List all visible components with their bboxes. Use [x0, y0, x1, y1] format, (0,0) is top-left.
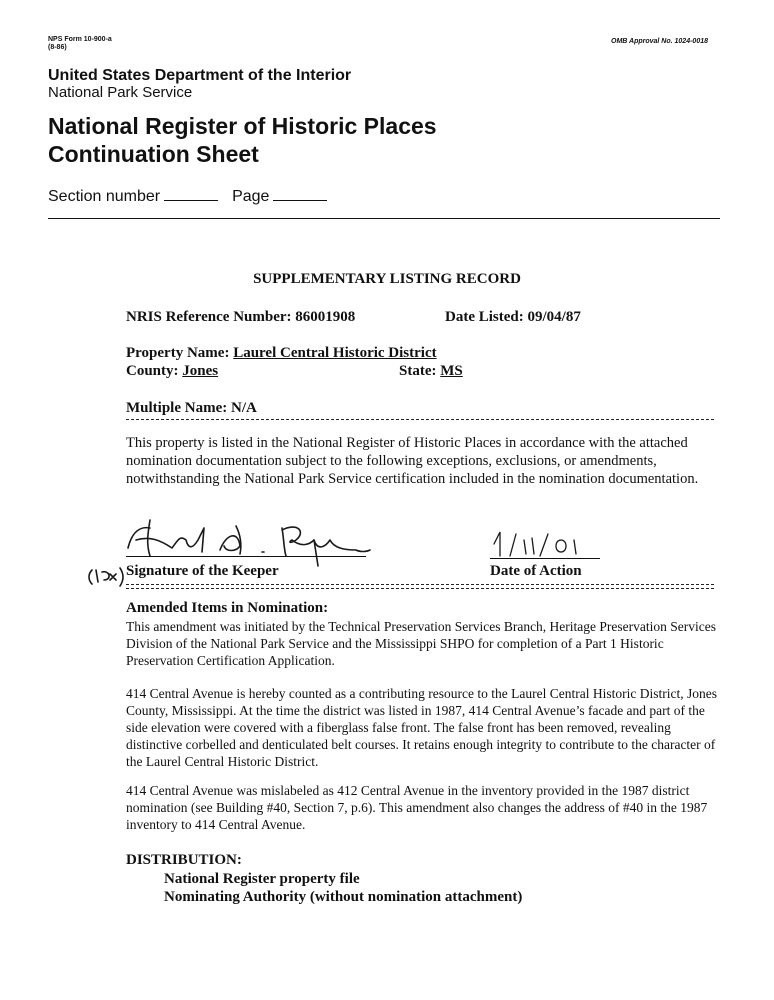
keeper-signature-label: Signature of the Keeper: [126, 563, 279, 579]
listing-statement: This property is listed in the National Register of Historic Places in accordance with the attached nomination documentation subject to the following exceptions, exclusions, or amendments, notwithstanding the National Park Service certification included in the nomination documentation.: [126, 435, 699, 487]
date-listed-value: 09/04/87: [527, 309, 581, 325]
amended-paragraph-2: 414 Central Avenue is hereby counted as a contributing resource to the Laurel Central Historic District, Jones County, Mississippi. At the time the district was listed in 1987, 414 Central Avenue’s facade and part of the side elevation were covered with a fiberglass false front. The false front has been removed, revealing distinctive corbelled and denticulated belt courses. It retains enough integrity to contribute to the character of the Laurel Central Historic District.: [126, 686, 717, 769]
multiple-label: Multiple Name:: [126, 400, 228, 416]
amended-heading: Amended Items in Nomination:: [126, 600, 329, 616]
title-line-1: National Register of Historic Places: [48, 113, 437, 139]
state-value: MS: [440, 363, 463, 379]
multiple-value: N/A: [230, 400, 257, 416]
service-name: National Park Service: [48, 84, 193, 101]
page-label: Page: [232, 188, 270, 205]
omb-approval: OMB Approval No. 1024-0018: [611, 38, 708, 45]
distribution-item: National Register property file: [164, 871, 360, 887]
date-listed-label: Date Listed:: [445, 309, 524, 325]
double-dashed-divider: [126, 584, 714, 589]
section-number-label: Section number: [48, 188, 161, 205]
amended-paragraph-3: 414 Central Avenue was mislabeled as 412 Central Avenue in the inventory provided in the 1987 district nomination (see Building #40, Section 7, p.6). This amendment also changes the address of #40 in the 1987 inventory to 414 Central Avenue.: [126, 783, 708, 832]
property-label: Property Name:: [126, 345, 230, 361]
form-number-text: NPS Form 10-900-a: [48, 36, 112, 43]
department-name: United States Department of the Interior: [48, 67, 352, 84]
handwritten-signature-text: [126, 520, 127, 521]
signature-line: [126, 556, 366, 557]
nris-value: 86001908: [295, 309, 356, 325]
record-heading: SUPPLEMENTARY LISTING RECORD: [253, 271, 521, 287]
county-label: County:: [126, 363, 179, 379]
distribution-item: Nominating Authority (without nomination attachment): [164, 889, 523, 905]
nris-label: NRIS Reference Number:: [126, 309, 292, 325]
form-date-text: (8-86): [48, 44, 67, 51]
amended-paragraph-1: This amendment was initiated by the Technical Preservation Services Branch, Heritage Preservation Services Division of the National Park Service and the Mississippi SHPO for completion of a Part 1 Historic Preservation Certification Application.: [126, 619, 716, 668]
date-line: [490, 558, 600, 559]
title-line-2: Continuation Sheet: [48, 141, 259, 167]
date-of-action-label: Date of Action: [490, 563, 582, 579]
state-label: State:: [399, 363, 437, 379]
county-value: Jones: [182, 363, 219, 379]
distribution-heading: DISTRIBUTION:: [126, 852, 242, 868]
handwritten-date-text: [490, 530, 491, 531]
handwritten-initials-text: [88, 568, 89, 569]
property-value: Laurel Central Historic District: [233, 345, 437, 361]
